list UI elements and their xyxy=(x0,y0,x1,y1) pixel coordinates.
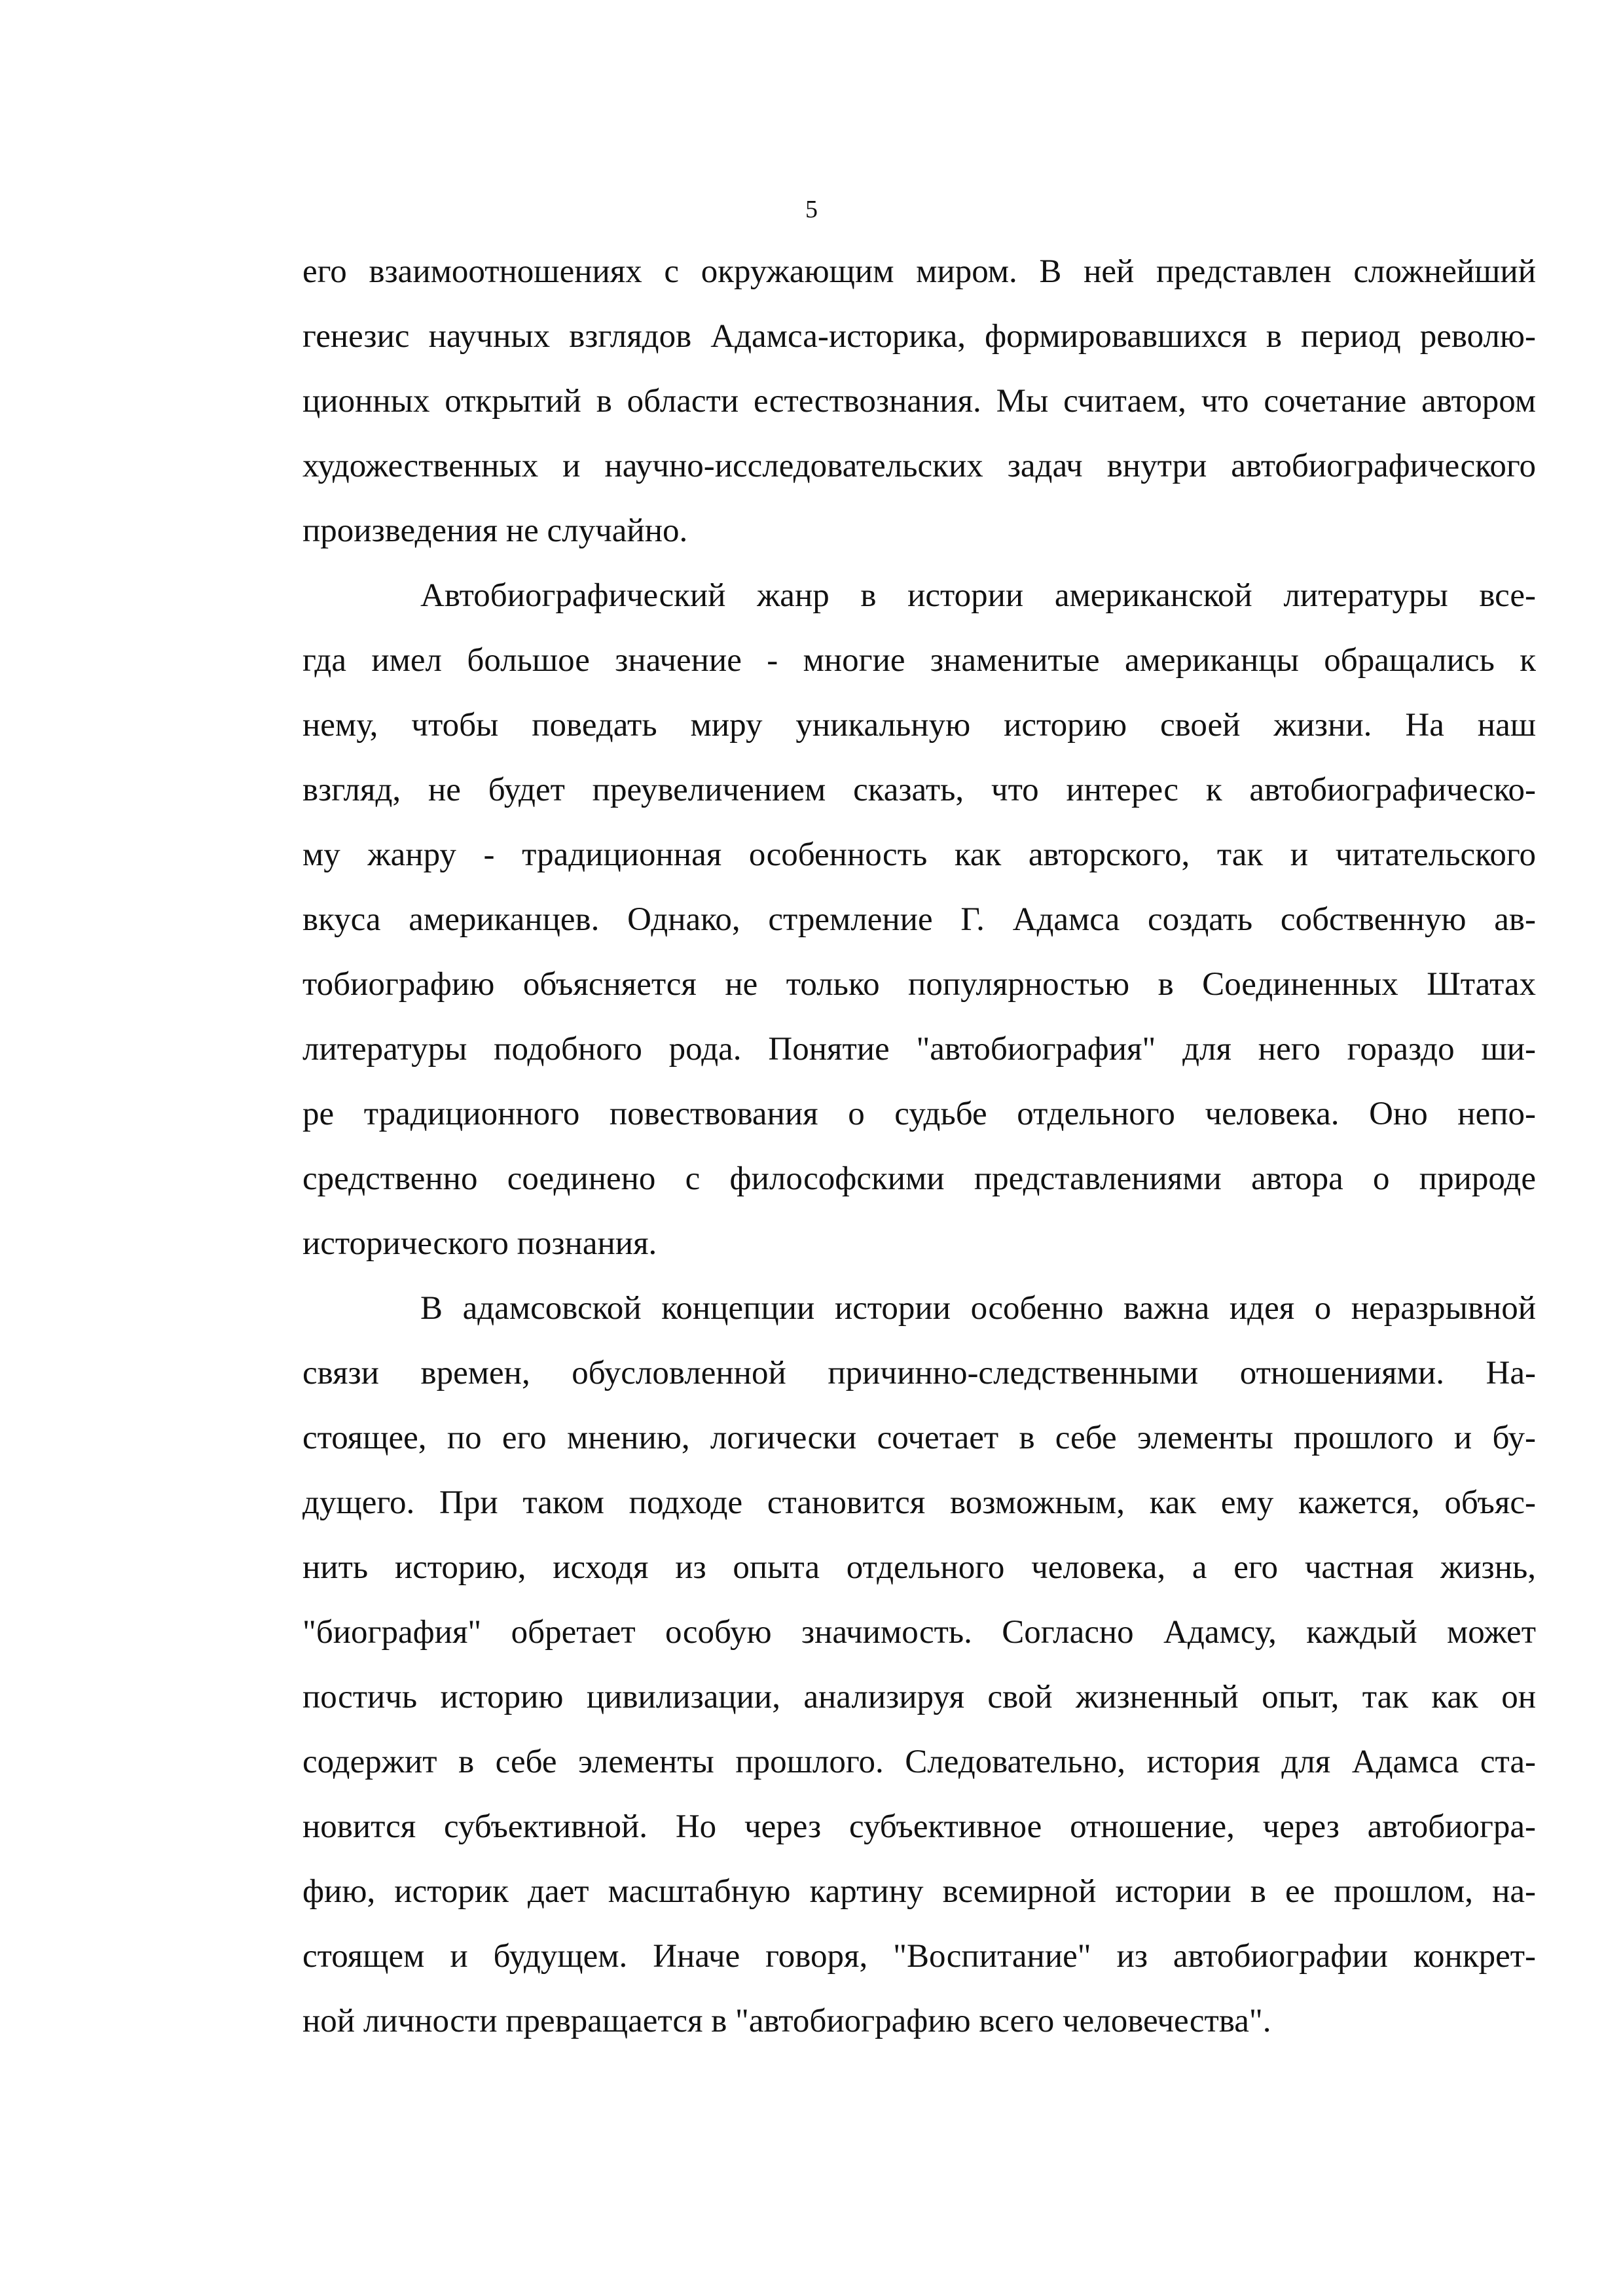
text-line: В адамсовской концепции истории особенно важна идея о неразрывной xyxy=(420,1290,1536,1327)
text-line: постичь историю цивилизации, анализируя свой жизненный опыт, так как он xyxy=(302,1679,1536,1715)
text-line: тобиографию объясняется не только популярностью в Соединенных Штатах xyxy=(302,966,1536,1003)
text-line: новится субъективной. Но через субъективное отношение, через автобиогра- xyxy=(302,1808,1536,1845)
text-line: произведения не случайно. xyxy=(302,512,688,549)
text-line: связи времен, обусловленной причинно-следственными отношениями. На- xyxy=(302,1355,1536,1391)
text-line: Автобиографический жанр в истории американской литературы все- xyxy=(420,577,1536,614)
text-line: ной личности превращается в "автобиографию всего человечества". xyxy=(302,2003,1271,2039)
text-line: генезис научных взглядов Адамса-историка, формировавшихся в период револю- xyxy=(302,318,1536,355)
text-line: нему, чтобы поведать миру уникальную историю своей жизни. На наш xyxy=(302,707,1536,744)
text-line: гда имел большое значение - многие знаменитые американцы обращались к xyxy=(302,642,1536,679)
text-line: фию, историк дает масштабную картину всемирной истории в ее прошлом, на- xyxy=(302,1873,1536,1910)
text-line: му жанру - традиционная особенность как авторского, так и читательского xyxy=(302,836,1536,873)
text-line: художественных и научно-исследовательских задач внутри автобиографического xyxy=(302,448,1536,484)
text-line: дущего. При таком подходе становится возможным, как ему кажется, объяс- xyxy=(302,1484,1536,1521)
text-line: литературы подобного рода. Понятие "автобиография" для него гораздо ши- xyxy=(302,1031,1536,1067)
text-line: взгляд, не будет преувеличением сказать, что интерес к автобиографическо- xyxy=(302,772,1536,808)
text-line: вкуса американцев. Однако, стремление Г. Адамса создать собственную ав- xyxy=(302,901,1536,938)
text-line: стоящем и будущем. Иначе говоря, "Воспитание" из автобиографии конкрет- xyxy=(302,1938,1536,1975)
text-line: содержит в себе элементы прошлого. Следовательно, история для Адамса ста- xyxy=(302,1744,1536,1780)
page-number: 5 xyxy=(805,196,818,223)
text-line: его взаимоотношениях с окружающим миром. В ней представлен сложнейший xyxy=(302,253,1536,290)
text-line: стоящее, по его мнению, логически сочетает в себе элементы прошлого и бу- xyxy=(302,1420,1536,1456)
text-line: ре традиционного повествования о судьбе отдельного человека. Оно непо- xyxy=(302,1096,1536,1132)
text-line: ционных открытий в области естествознания. Мы считаем, что сочетание автором xyxy=(302,383,1536,420)
text-line: средственно соединено с философскими представлениями автора о природе xyxy=(302,1160,1536,1197)
text-line: исторического познания. xyxy=(302,1225,657,1262)
text-line: "биография" обретает особую значимость. Согласно Адамсу, каждый может xyxy=(302,1614,1536,1651)
text-line: нить историю, исходя из опыта отдельного человека, а его частная жизнь, xyxy=(302,1549,1536,1586)
